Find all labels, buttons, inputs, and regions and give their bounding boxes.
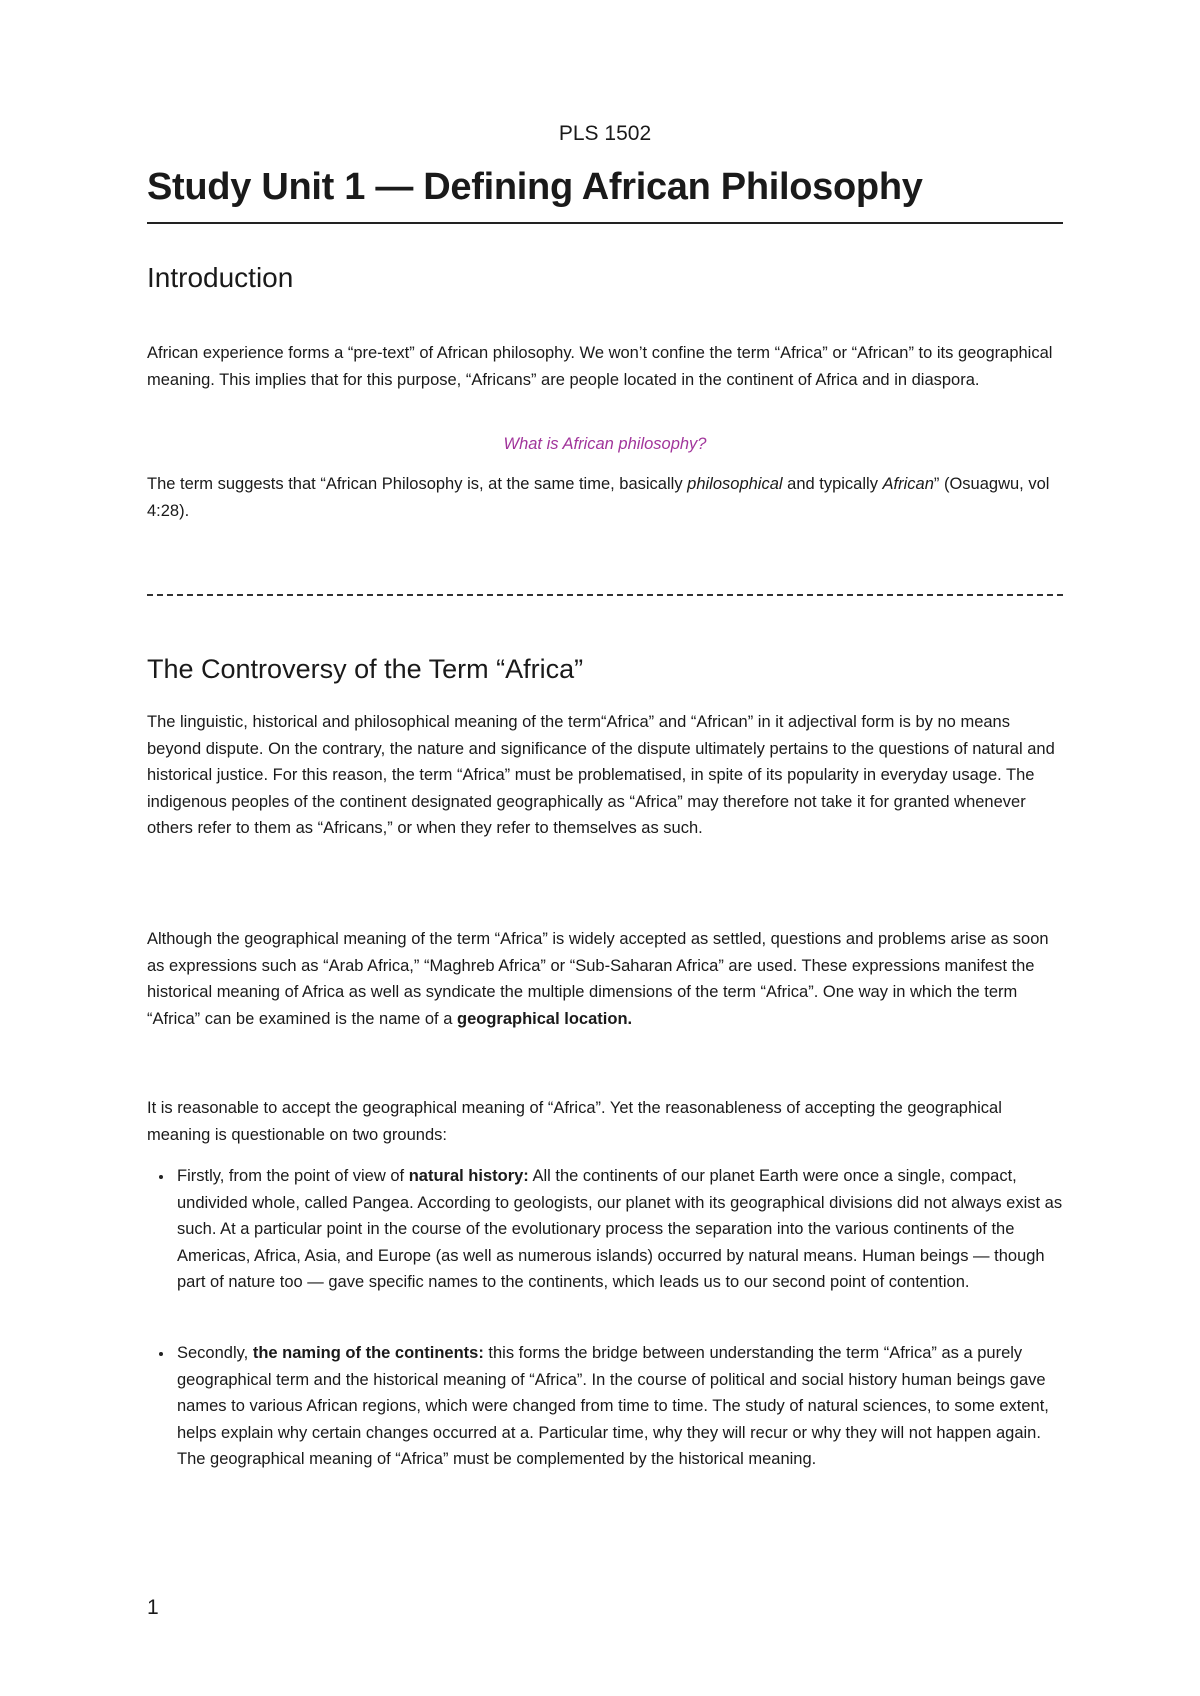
bullet-icon <box>159 1175 163 1179</box>
controversy-paragraph-2 <box>147 926 1063 1032</box>
term-philosophical: philosophical <box>687 475 783 493</box>
list-item <box>147 1340 1063 1473</box>
controversy-paragraph-1: The linguistic, historical and philosophical meaning of the term“Africa” and “African” in it adjectival form is by no means beyond dispute. On the contrary, the nature and significance of the dispute ultimately pertains to the questions of natural and historical justice. For this reason, the term “Africa” must be problematised, in spite of its popularity in everyday usage. The indigenous peoples of the continent designated geographically as “Africa” may therefore not take it for granted whenever others refer to them as “Africans,” or when they refer to themselves as such. <box>147 713 1055 837</box>
title-divider <box>147 222 1063 224</box>
page-title: Study Unit 1 — Defining African Philosophy <box>147 166 923 208</box>
bullet-list-1 <box>147 1163 1063 1296</box>
controversy-paragraph-3: It is reasonable to accept the geographical meaning of “Africa”. Yet the reasonableness of accepting the geographical meaning is questionable on two grounds: <box>147 1099 1002 1144</box>
paragraph-2-bold: geographical location. <box>457 1009 633 1028</box>
introduction-paragraph: African experience forms a “pre-text” of African philosophy. We won’t confine the term “Africa” or “African” to its geographical meaning. This implies that for this purpose, “Africans” are people located in the continent of Africa and in diaspora. <box>147 344 1053 389</box>
list-item <box>147 1163 1063 1296</box>
term-part3: ” (Osuagwu, vol 4:28). <box>147 475 1050 520</box>
bullet-icon <box>159 1352 163 1356</box>
question-text: What is African philosophy? <box>503 435 707 453</box>
bullet-bold: the naming of the continents: <box>252 1344 484 1362</box>
introduction-heading: Introduction <box>147 262 294 293</box>
bullet-lead: Secondly, <box>177 1344 253 1362</box>
course-code: PLS 1502 <box>558 122 652 145</box>
section-divider <box>147 594 1063 596</box>
bullet-lead: Firstly, from the point of view of <box>177 1167 409 1185</box>
controversy-heading: The Controversy of the Term “Africa” <box>147 654 584 684</box>
term-definition-paragraph <box>147 471 1063 524</box>
bullet-bold: natural history: <box>408 1167 529 1185</box>
page-number: 1 <box>147 1596 159 1619</box>
bullet-text: All the continents of our planet Earth were once a single, compact, undivided whole, called Pangea. According to geologists, our planet with its geographical divisions did not always exist as such. At a particular point in the course of the evolutionary process the separation into the various continents of the Americas, Africa, Asia, and Europe (as well as numerous islands) occurred by natural means. Human beings — though part of nature too — gave specific names to the continents, which leads us to our second point of contention. <box>177 1167 1063 1291</box>
bullet-list-2 <box>147 1340 1063 1473</box>
term-part1: The term suggests that “African Philosophy is, at the same time, basically <box>147 475 688 493</box>
bullet-text: this forms the bridge between understanding the term “Africa” as a purely geographical term and the historical meaning of “Africa”. In the course of political and social history human beings gave names to various African regions, which were changed from time to time. The study of natural sciences, to some extent, helps explain why certain changes occurred at a. Particular time, why they will recur or why they will not happen again. The geographical meaning of “Africa” must be complemented by the historical meaning. <box>177 1344 1049 1468</box>
term-part2: and typically <box>782 475 883 493</box>
document-page <box>147 0 1063 1696</box>
term-african: African <box>882 475 934 493</box>
paragraph-2-text: Although the geographical meaning of the term “Africa” is widely accepted as settled, questions and problems arise as soon as expressions such as “Arab Africa,” “Maghreb Africa” or “Sub-Saharan Africa” are used. These expressions manifest the historical meaning of Africa as well as syndicate the multiple dimensions of the term “Africa”. One way in which the term “Africa” can be examined is the name of a <box>147 930 1049 1028</box>
